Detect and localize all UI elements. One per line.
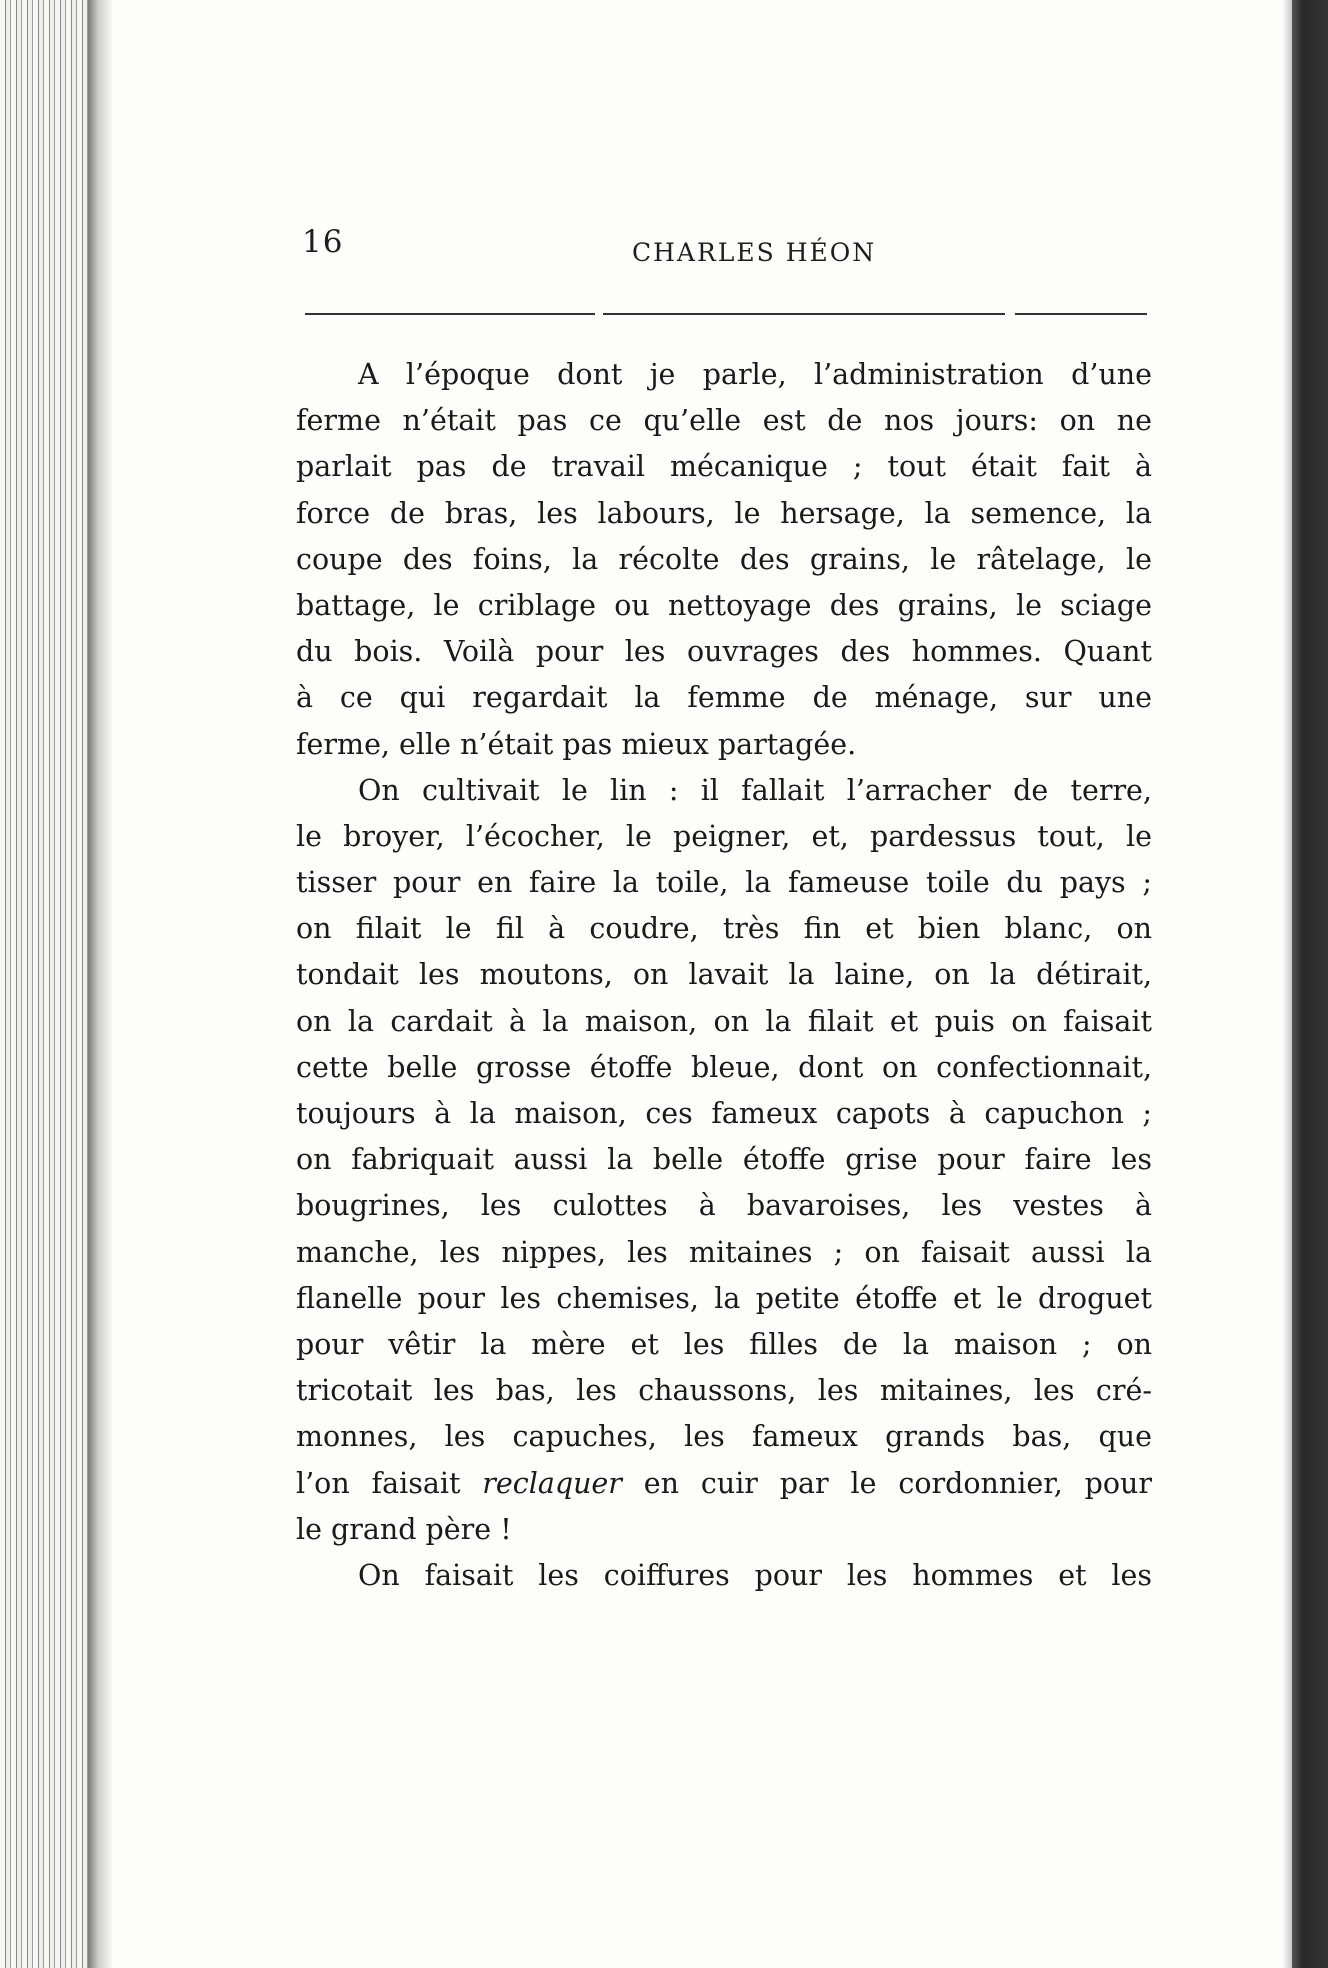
right-dark-strip — [1292, 0, 1328, 1968]
text-line: monnes, les capuches, les fameux grands bas, que — [296, 1420, 1152, 1454]
text-line: tricotait les bas, les chaussons, les mitaines, les cré- — [296, 1374, 1152, 1408]
italic-line-after: en cuir par le cordonnier, pour — [621, 1466, 1152, 1500]
text-line: on fabriquait aussi la belle étoffe grise pour faire les — [296, 1143, 1152, 1177]
text-line: à ce qui regardait la femme de ménage, sur une — [296, 681, 1152, 715]
text-line: le broyer, l’écocher, le peigner, et, pardessus tout, le — [296, 819, 1152, 853]
italic-word: reclaquer — [482, 1466, 622, 1500]
paragraph-3 — [296, 1553, 1152, 1599]
text-line: manche, les nippes, les mitaines ; on faisait aussi la — [296, 1235, 1152, 1269]
text-line: du bois. Voilà pour les ouvrages des hommes. Quant — [296, 635, 1152, 669]
binding-shadow — [88, 0, 114, 1968]
text-line: coupe des foins, la récolte des grains, le râtelage, le — [296, 542, 1152, 576]
right-page-edge — [1282, 0, 1292, 1968]
text-line: cette belle grosse étoffe bleue, dont on confectionnait, — [296, 1050, 1152, 1084]
text-line: tisser pour en faire la toile, la fameuse toile du pays ; — [296, 866, 1152, 900]
text-line: ferme n’était pas ce qu’elle est de nos jours: on ne — [296, 404, 1152, 438]
page-number: 16 — [302, 224, 344, 260]
text-line: toujours à la maison, ces fameux capots à capuchon ; — [296, 1097, 1152, 1130]
text-line: on filait le fil à coudre, très fin et bien blanc, on — [296, 912, 1152, 946]
text-line: On faisait les coiffures pour les hommes et les — [358, 1558, 1152, 1592]
text-line: A l’époque dont je parle, l’administration d’une — [358, 358, 1152, 391]
text-line-italic — [296, 1461, 1152, 1507]
text-line: pour vêtir la mère et les filles de la maison ; on — [296, 1327, 1152, 1361]
text-line: tondait les moutons, on lavait la laine, on la détirait, — [296, 958, 1152, 992]
text-line: bougrines, les culottes à bavaroises, les vestes à — [296, 1189, 1152, 1223]
text-line: flanelle pour les chemises, la petite étoffe et le droguet — [296, 1281, 1152, 1315]
text-line: battage, le criblage ou nettoyage des grains, le sciage — [296, 588, 1152, 622]
book-page-edges — [0, 0, 96, 1968]
text-line: parlait pas de travail mécanique ; tout était fait à — [296, 450, 1152, 484]
text-line: ferme, elle n’était pas mieux partagée. — [296, 727, 857, 761]
body-text — [296, 352, 1152, 1599]
text-line: On cultivait le lin : il fallait l’arracher de terre, — [358, 773, 1152, 807]
paragraph-2 — [296, 768, 1152, 1553]
header-rule — [305, 313, 1147, 315]
text-line: le grand père ! — [296, 1512, 512, 1546]
italic-line-before: l’on faisait — [296, 1466, 483, 1500]
running-title: CHARLES HÉON — [632, 238, 877, 267]
text-line: on la cardait à la maison, on la filait et puis on faisait — [296, 1004, 1152, 1038]
running-head — [0, 224, 1328, 274]
text-line: force de bras, les labours, le hersage, la semence, la — [296, 496, 1152, 530]
paragraph-1 — [296, 352, 1152, 768]
